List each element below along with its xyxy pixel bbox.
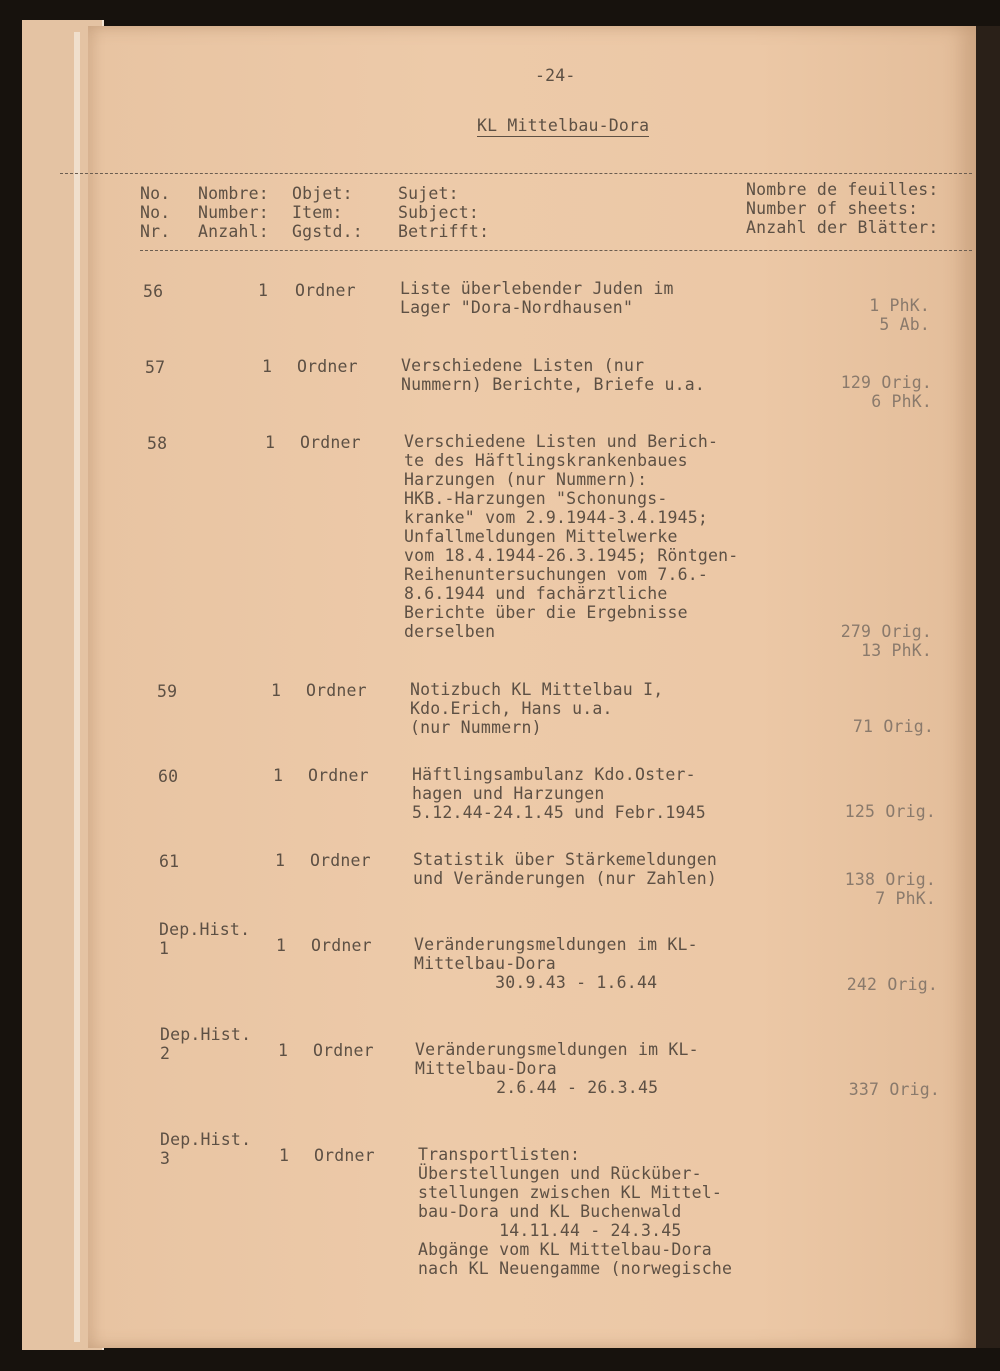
binding-edge — [976, 26, 1000, 1348]
entry-subject: Verschiedene Listen (nur Nummern) Berichte, Briefe u.a. — [401, 356, 706, 394]
entry-subject: Liste überlebender Juden im Lager "Dora-Nordhausen" — [400, 279, 674, 317]
entry-object: Ordner — [314, 1146, 375, 1165]
entry-sheets: 1 PhK. 5 Ab. — [869, 296, 930, 334]
entry-sheets: 125 Orig. — [844, 802, 936, 821]
entry-object: Ordner — [313, 1041, 374, 1060]
entry-subject: Häftlingsambulanz Kdo.Oster- hagen und Harzungen 5.12.44-24.1.45 und Febr.1945 — [412, 765, 706, 822]
header-subject: Sujet: Subject: Betrifft: — [398, 184, 490, 241]
entry-subject: Transportlisten: Überstellungen und Rücküber- stellungen zwischen KL Mittel- bau-Dora und KL Buchenwald 14.11.44 - 24.3.45 Abgänge vom KL Mittelbau-Dora nach KL Neuengamme (norwegische — [418, 1145, 733, 1278]
entry-subject: Verschiedene Listen und Berich- te des Häftlingskrankenbaues Harzungen (nur Nummern): HKB.-Harzungen "Schonungs- kranke" vom 2.9.1944-3.4.1945; Unfallmeldungen Mittelwerke vom 18.4.1944-26.3.1945; Röntgen- Reihenuntersuchungen vom 7.6.- 8.6.1944 und fachärztliche Berichte über die Ergebnisse derselben — [404, 432, 739, 641]
entry-object: Ordner — [295, 281, 356, 300]
entry-no: Dep.Hist. 3 — [160, 1130, 252, 1168]
entry-count: 1 — [265, 433, 276, 452]
entry-count: 1 — [262, 357, 273, 376]
entry-object: Ordner — [306, 681, 367, 700]
entry-subject: Veränderungsmeldungen im KL- Mittelbau-Dora 2.6.44 - 26.3.45 — [415, 1040, 699, 1097]
entry-object: Ordner — [311, 936, 372, 955]
entry-sheets: 337 Orig. — [848, 1080, 940, 1099]
entry-no: 58 — [147, 434, 168, 453]
header-sheets: Nombre de feuilles: Number of sheets: Anzahl der Blätter: — [746, 180, 939, 237]
entry-object: Ordner — [297, 357, 358, 376]
entry-no: Dep.Hist. 1 — [159, 920, 251, 958]
entry-sheets: 279 Orig. 13 PhK. — [840, 622, 932, 660]
back-sheet-edge — [74, 32, 80, 1342]
header-object: Objet: Item: Ggstd.: — [292, 184, 363, 241]
entry-count: 1 — [258, 281, 269, 300]
entry-no: 61 — [159, 852, 180, 871]
entry-no: 57 — [145, 358, 166, 377]
entry-subject: Veränderungsmeldungen im KL- Mittelbau-Dora 30.9.43 - 1.6.44 — [414, 935, 698, 992]
entry-sheets: 129 Orig. 6 PhK. — [840, 373, 932, 411]
entry-no: 56 — [143, 282, 164, 301]
entry-object: Ordner — [300, 433, 361, 452]
document-title: KL Mittelbau-Dora — [477, 116, 650, 135]
entry-object: Ordner — [308, 766, 369, 785]
entry-count: 1 — [276, 936, 287, 955]
entry-count: 1 — [273, 766, 284, 785]
entry-object: Ordner — [310, 851, 371, 870]
entry-subject: Notizbuch KL Mittelbau I, Kdo.Erich, Hans u.a. (nur Nummern) — [410, 680, 664, 737]
header-rule-top — [60, 173, 972, 174]
entry-sheets: 242 Orig. — [846, 975, 938, 994]
entry-sheets: 71 Orig. — [852, 717, 934, 736]
header-no: No. No. Nr. — [140, 184, 171, 241]
page-number: -24- — [535, 66, 576, 85]
entry-count: 1 — [278, 1041, 289, 1060]
entry-no: 59 — [157, 682, 178, 701]
entry-sheets: 138 Orig. 7 PhK. — [844, 870, 936, 908]
entry-no: 60 — [158, 767, 179, 786]
entry-count: 1 — [271, 681, 282, 700]
entry-count: 1 — [275, 851, 286, 870]
entry-no: Dep.Hist. 2 — [160, 1025, 252, 1063]
header-count: Nombre: Number: Anzahl: — [198, 184, 269, 241]
entry-count: 1 — [279, 1146, 290, 1165]
entry-subject: Statistik über Stärkemeldungen und Veränderungen (nur Zahlen) — [413, 850, 718, 888]
header-rule-bottom — [140, 250, 972, 251]
